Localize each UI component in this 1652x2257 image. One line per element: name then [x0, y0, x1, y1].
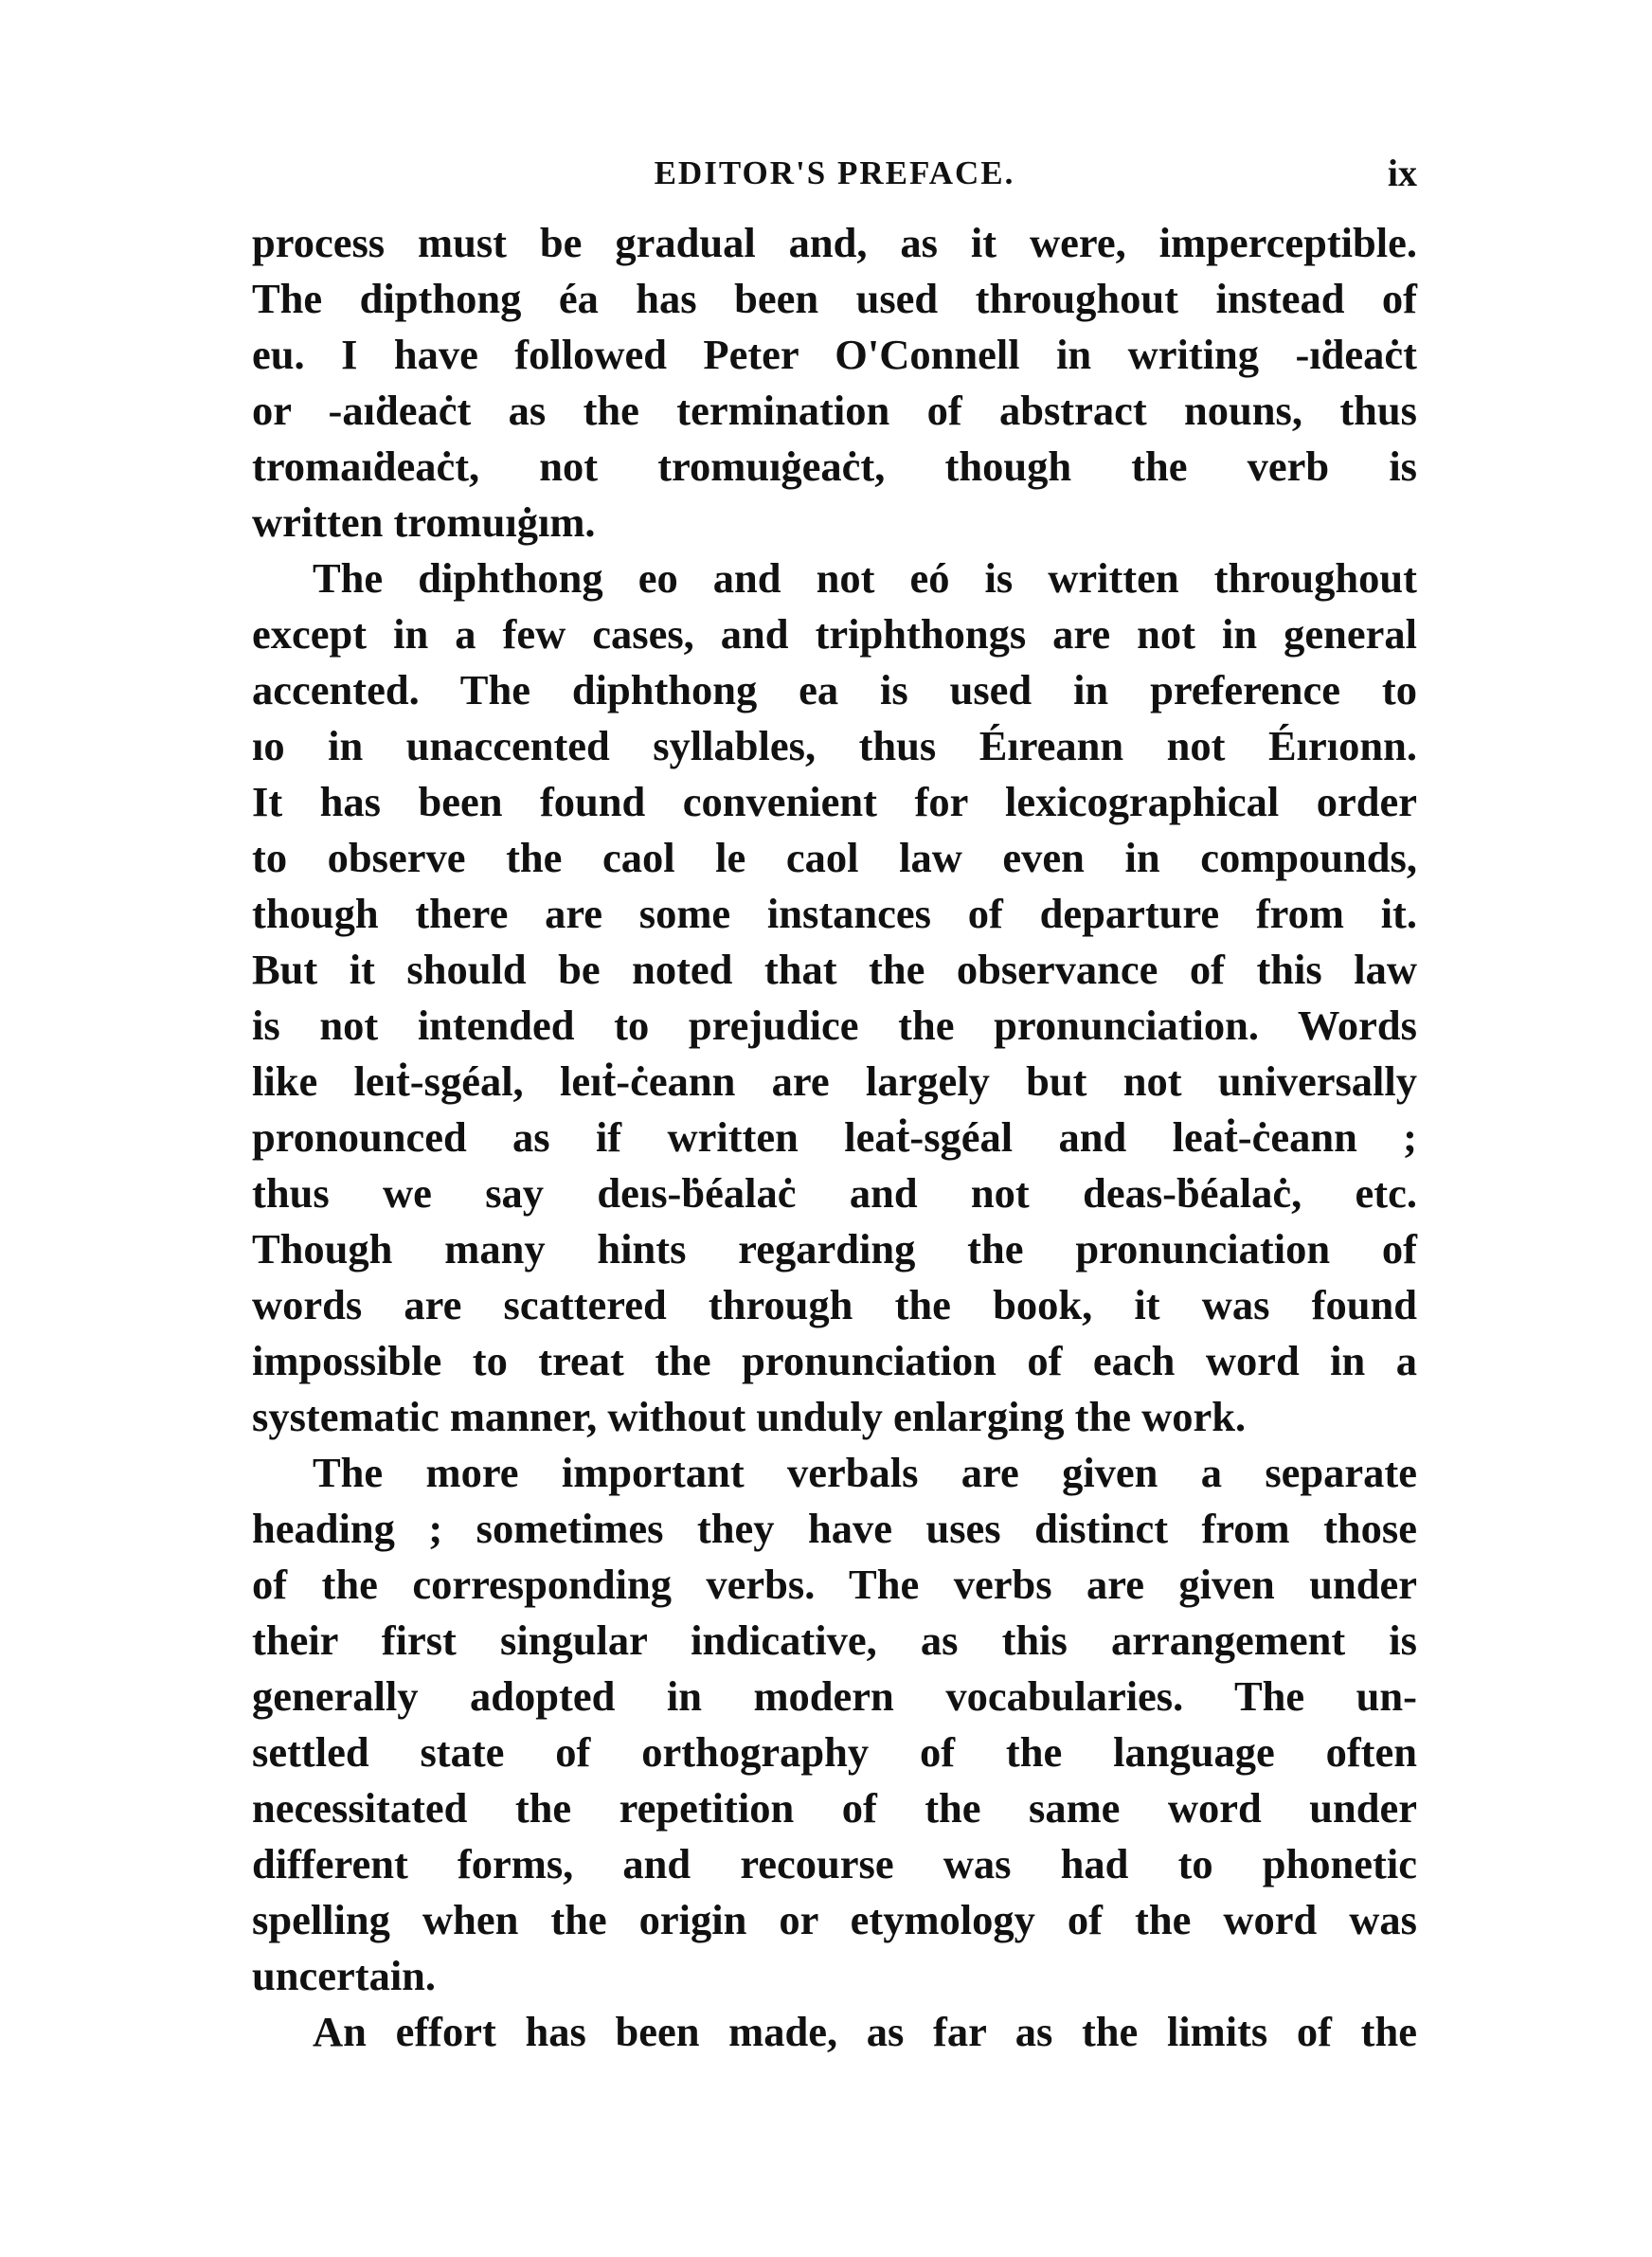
- text-line: written tromuıġım.: [252, 498, 596, 546]
- text-line: eu. I have followed Peter O'Connell in writing -ıḋeaċt: [252, 331, 1417, 378]
- text-line: accented. The diphthong ea is used in preference to: [252, 666, 1417, 713]
- text-line: spelling when the origin or etymology of the word was: [252, 1896, 1417, 1943]
- text-line: But it should be noted that the observance of this law: [252, 946, 1417, 993]
- page: [252, 137, 1417, 2060]
- body-text: [252, 215, 1417, 2060]
- text-line: uncertain.: [252, 1952, 437, 1999]
- text-line: heading ; sometimes they have uses distinct from those: [252, 1505, 1417, 1552]
- text-line: ıo in unaccented syllables, thus Éıreann not Éırıonn.: [252, 722, 1417, 769]
- text-line: their first singular indicative, as this arrangement is: [252, 1616, 1417, 1664]
- text-line: necessitated the repetition of the same word under: [252, 1784, 1417, 1832]
- text-line: It has been found convenient for lexicographical order: [252, 778, 1417, 825]
- text-line: pronounced as if written leaṫ-sgéal and leaṫ-ċeann ;: [252, 1113, 1417, 1161]
- text-line: thus we say deıs-ḃéalaċ and not deas-ḃéalaċ, etc.: [252, 1169, 1417, 1217]
- text-line: or -aıḋeaċt as the termination of abstract nouns, thus: [252, 387, 1417, 434]
- text-line: impossible to treat the pronunciation of each word in a: [252, 1337, 1417, 1384]
- text-line: The more important verbals are given a separate: [313, 1449, 1417, 1496]
- text-line: systematic manner, without unduly enlarging the work.: [252, 1393, 1247, 1440]
- text-line: settled state of orthography of the language often: [252, 1728, 1417, 1776]
- running-head: [252, 137, 1417, 194]
- text-line: though there are some instances of departure from it.: [252, 890, 1417, 937]
- text-line: Though many hints regarding the pronunciation of: [252, 1225, 1417, 1273]
- text-line: different forms, and recourse was had to phonetic: [252, 1840, 1417, 1887]
- text-line: process must be gradual and, as it were, imperceptible.: [252, 219, 1417, 266]
- text-line: An effort has been made, as far as the limits of the: [313, 2008, 1417, 2055]
- text-line: tromaıḋeaċt, not tromuıġeaċt, though the verb is: [252, 442, 1417, 490]
- page-number: ix: [1387, 152, 1417, 194]
- text-line: The diphthong eo and not eó is written throughout: [313, 554, 1417, 602]
- text-line: is not intended to prejudice the pronunciation. Words: [252, 1002, 1417, 1049]
- text-line: words are scattered through the book, it was found: [252, 1281, 1417, 1328]
- running-title: EDITOR'S PREFACE.: [654, 154, 1015, 191]
- text-line: to observe the caol le caol law even in compounds,: [252, 834, 1417, 881]
- text-line: like leıṫ-sgéal, leıṫ-ċeann are largely but not universally: [252, 1057, 1417, 1105]
- text-line: generally adopted in modern vocabularies. The un-: [252, 1672, 1417, 1720]
- text-line: The dipthong éa has been used throughout instead of: [252, 275, 1417, 322]
- text-line: except in a few cases, and triphthongs are not in general: [252, 610, 1417, 658]
- text-line: of the corresponding verbs. The verbs are given under: [252, 1561, 1417, 1608]
